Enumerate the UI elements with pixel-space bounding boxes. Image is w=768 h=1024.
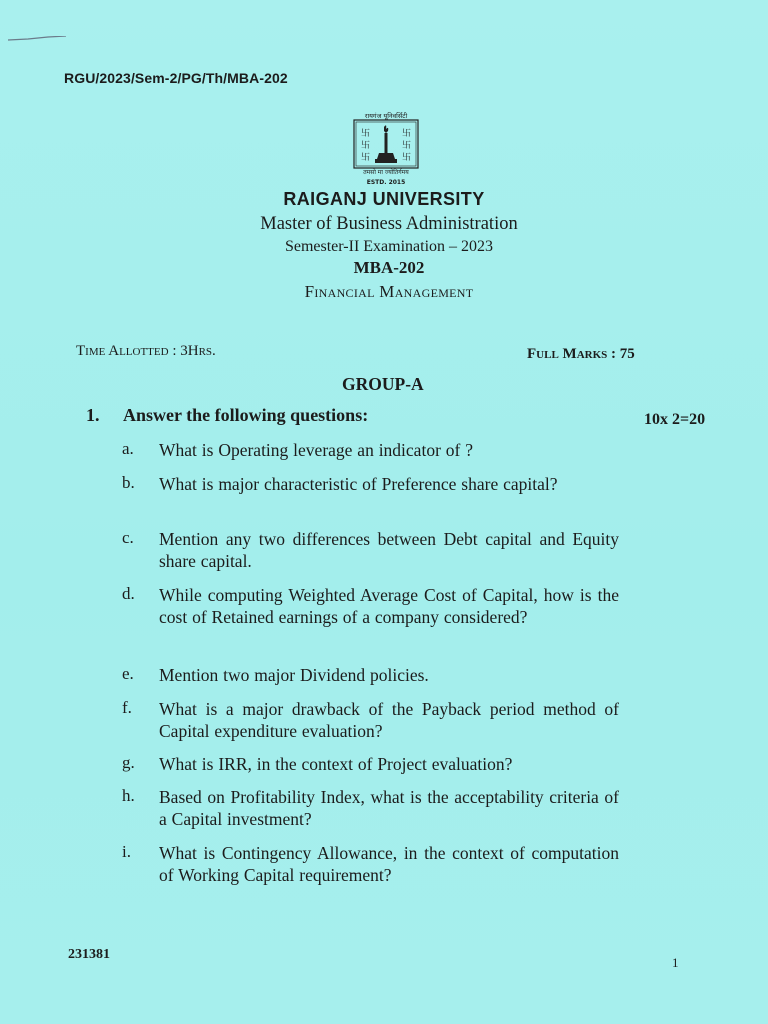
paper-code: RGU/2023/Sem-2/PG/Th/MBA-202 [64, 70, 288, 86]
question-marks: 10x 2=20 [644, 411, 706, 428]
logo-motto: तमसो मा ज्योतिर्गमय [363, 169, 409, 176]
list-item: While computing Weighted Average Cost of Capital, how is the cost of Retained earnings of a company considered? [159, 585, 619, 627]
course-code: MBA-202 [353, 258, 425, 277]
item-letter: f. [122, 698, 132, 717]
item-letter: e. [122, 664, 134, 683]
semester-line: Semester-II Examination – 2023 [284, 238, 494, 255]
university-name: RAIGANJ UNIVERSITY [283, 189, 485, 209]
time-allotted: Time Allotted : 3Hrs. [76, 343, 216, 359]
pen-mark [8, 36, 66, 42]
list-item: Mention any two differences between Debt capital and Equity share capital. [159, 529, 619, 571]
list-item: Mention two major Dividend policies. [159, 665, 429, 685]
svg-text:卐: 卐 [361, 141, 371, 151]
item-letter: c. [122, 528, 134, 547]
group-title: GROUP-A [342, 374, 424, 394]
footer-code: 231381 [68, 947, 110, 962]
degree-name: Master of Business Administration [260, 214, 518, 234]
course-name: Financial Management [304, 282, 474, 301]
list-item: What is a major drawback of the Payback period method of Capital expenditure evaluation? [159, 699, 619, 741]
item-letter: a. [122, 439, 134, 458]
svg-text:卐: 卐 [402, 141, 412, 151]
torch-emblem-icon [353, 119, 419, 169]
logo-estd: ESTD. 2015 [366, 179, 406, 186]
university-logo [343, 109, 429, 189]
svg-text:卐: 卐 [402, 153, 412, 163]
list-item: What is major characteristic of Preference share capital? [159, 474, 558, 494]
item-letter: d. [122, 584, 135, 603]
svg-text:卐: 卐 [402, 129, 412, 139]
item-letter: b. [122, 473, 135, 492]
list-item: What is Contingency Allowance, in the context of computation of Working Capital requirement? [159, 843, 619, 885]
list-item: What is Operating leverage an indicator of ? [159, 440, 473, 460]
svg-text:卐: 卐 [361, 129, 371, 139]
full-marks: Full Marks : 75 [527, 346, 635, 362]
list-item: What is IRR, in the context of Project evaluation? [159, 754, 513, 774]
list-item: Based on Profitability Index, what is the acceptability criteria of a Capital investment? [159, 787, 619, 829]
page-number: 1 [672, 955, 679, 970]
question-instruction: Answer the following questions: [123, 405, 369, 425]
svg-text:卐: 卐 [361, 153, 371, 163]
item-letter: g. [122, 753, 135, 772]
item-letter: h. [122, 786, 135, 805]
question-number: 1. [86, 405, 100, 425]
item-letter: i. [122, 842, 131, 861]
logo-top-text: रायगंज यूनिवर्सिटी [364, 112, 408, 120]
